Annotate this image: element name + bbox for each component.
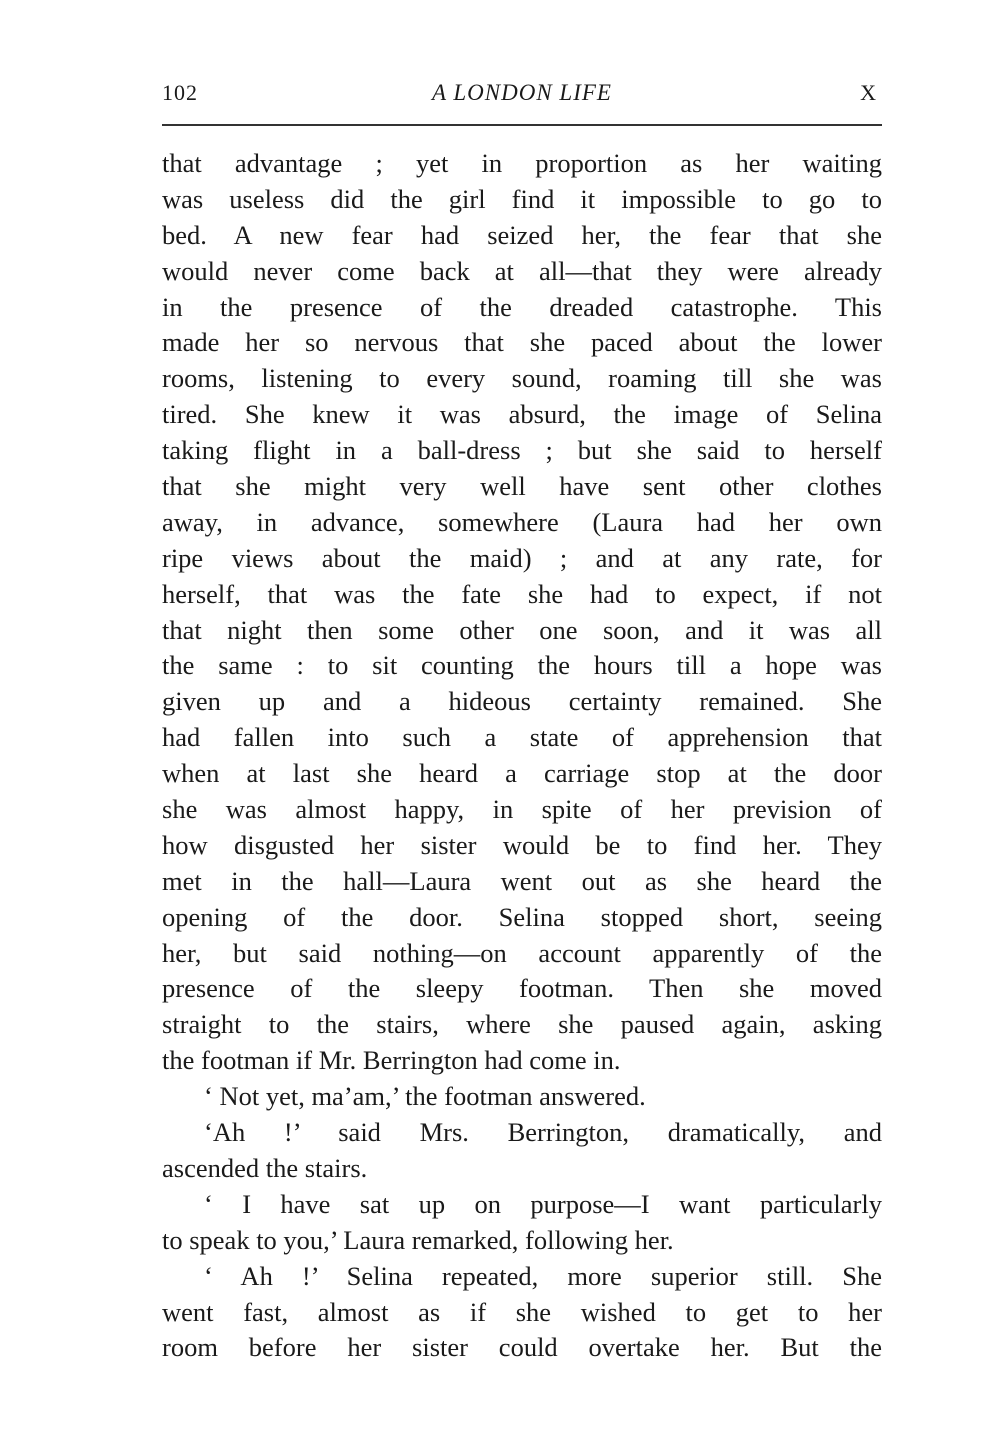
text-line: ‘ Ah !’ Selina repeated, more superior still. She [204,1260,882,1291]
text-line: given up and a hideous certainty remained. She [162,686,882,717]
text-line: met in the hall—Laura went out as she heard the [162,865,882,896]
text-line: ascended the stairs. [162,1152,368,1183]
text-line: how disgusted her sister would be to find her. They [162,829,882,860]
page-number: 102 [162,80,198,105]
text-line: that she might very well have sent other clothes [162,471,882,502]
text-line: she was almost happy, in spite of her prevision of [162,794,882,825]
page-header [162,80,882,120]
text-line: would never come back at all—that they were already [162,255,882,286]
running-title: A LONDON LIFE [432,80,612,105]
text-line: that advantage ; yet in proportion as her waiting [162,148,882,178]
text-line: ‘ Not yet, ma’am,’ the footman answered. [204,1081,646,1112]
chapter-number: X [860,80,876,105]
text-line: ‘Ah !’ said Mrs. Berrington, dramatically, and [204,1117,882,1148]
text-line: the same : to sit counting the hours till a hope was [162,650,882,681]
text-line: her, but said nothing—on account apparently of the [162,937,882,968]
text-line: when at last she heard a carriage stop at the door [162,758,882,789]
text-line: herself, that was the fate she had to expect, if not [162,578,882,609]
text-line: ripe views about the maid) ; and at any rate, for [162,542,882,573]
text-line: went fast, almost as if she wished to get to her [162,1296,882,1327]
body-text [162,146,882,1366]
text-line: ‘ I have sat up on purpose—I want particularly [204,1188,882,1219]
text-line: straight to the stairs, where she paused again, asking [162,1009,882,1040]
text-line: opening of the door. Selina stopped short, seeing [162,901,882,932]
text-line: away, in advance, somewhere (Laura had her own [162,506,882,537]
text-line: to speak to you,’ Laura remarked, following her. [162,1224,674,1255]
text-line: was useless did the girl find it impossible to go to [162,183,882,214]
text-line: taking flight in a ball-dress ; but she said to herself [162,435,882,466]
text-line: room before her sister could overtake her. But the [162,1332,882,1363]
header-rule [162,124,882,126]
text-line: in the presence of the dreaded catastrophe. This [162,291,882,322]
text-line: made her so nervous that she paced about the lower [162,327,882,358]
text-line: rooms, listening to every sound, roaming till she was [162,363,882,394]
text-line: had fallen into such a state of apprehension that [162,722,882,753]
text-line: presence of the sleepy footman. Then she moved [162,973,882,1004]
text-line: that night then some other one soon, and it was all [162,614,882,645]
text-line: tired. She knew it was absurd, the image of Selina [162,399,882,430]
text-line: the footman if Mr. Berrington had come in. [162,1045,621,1076]
text-line: bed. A new fear had seized her, the fear that she [162,219,882,250]
